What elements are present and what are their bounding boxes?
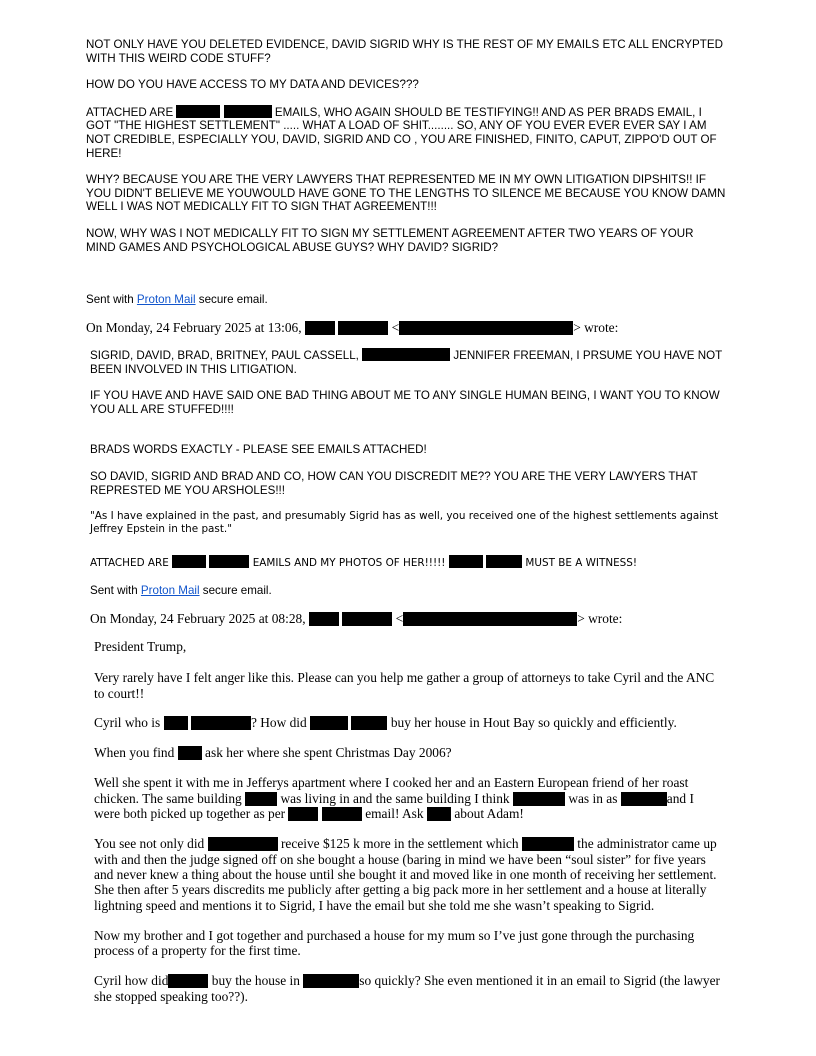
paragraph: Well she spent it with me in Jefferys apartment where I cooked her and an Eastern European friend of her roast chicken. The same building was living in and the same building I think was in as and I were both picked up together as per email! Ask about Adam! — [94, 775, 694, 822]
redaction-bar — [351, 716, 387, 730]
redaction-bar — [168, 974, 208, 988]
paragraph: BRADS WORDS EXACTLY - PLEASE SEE EMAILS ATTACHED! — [90, 443, 427, 457]
paragraph: SIGRID, DAVID, BRAD, BRITNEY, PAUL CASSELL, JENNIFER FREEMAN, I PRSUME YOU HAVE NOT BEEN INVOLVED IN THIS LITIGATION. — [90, 349, 722, 376]
paragraph: NOW, WHY WAS I NOT MEDICALLY FIT TO SIGN MY SETTLEMENT AGREEMENT AFTER TWO YEARS OF YOUR MIND GAMES AND PSYCHOLOGICAL ABUSE GUYS? WHY DAVID? SIGRID? — [86, 226, 694, 254]
paragraph: SO DAVID, SIGRID AND BRAD AND CO, HOW CAN YOU DISCREDIT ME?? YOU ARE THE VERY LAWYERS THAT REPRESTED ME YOU ARSHOLES!!! — [90, 469, 698, 497]
redaction-bar — [522, 837, 574, 851]
redaction-bar — [399, 321, 573, 335]
quote-header: On Monday, 24 February 2025 at 13:06, < > wrote: — [86, 320, 619, 335]
quote-header: On Monday, 24 February 2025 at 08:28, < > wrote: — [90, 611, 623, 626]
redaction-bar — [178, 746, 202, 760]
signature: Sent with Proton Mail secure email. — [90, 584, 272, 597]
paragraph: When you find ask her where she spent Christmas Day 2006? — [94, 745, 452, 761]
proton-mail-link[interactable]: Proton Mail — [136, 293, 196, 306]
redaction-bar — [245, 792, 277, 806]
quoted-excerpt: "As I have explained in the past, and presumably Sigrid has as well, you received one of the highest settlements against Jeffrey Epstein in the past." — [90, 510, 719, 535]
quoted-message — [94, 639, 722, 1004]
signature: Sent with Proton Mail secure email. — [86, 293, 268, 306]
paragraph: HOW DO YOU HAVE ACCESS TO MY DATA AND DEVICES??? — [86, 78, 419, 92]
redaction-bar — [449, 555, 483, 568]
paragraph: ATTACHED ARE EAMILS AND MY PHOTOS OF HER!!!!! MUST BE A WITNESS! — [90, 557, 638, 569]
redaction-bar — [486, 555, 522, 568]
redaction-bar — [403, 612, 577, 626]
redaction-bar — [303, 974, 359, 988]
greeting: President Trump, — [94, 639, 187, 654]
redaction-bar — [176, 105, 220, 118]
paragraph: Cyril how did buy the house in so quickly? She even mentioned it in an email to Sigrid (the lawyer she stopped speaking too??). — [94, 973, 720, 1004]
redaction-bar — [305, 321, 335, 335]
paragraph: ATTACHED ARE EMAILS, WHO AGAIN SHOULD BE TESTIFYING!! AND AS PER BRADS EMAIL, I GOT "THE HIGHEST SETTLEMENT" ..... WHAT A LOAD OF SHIT........ SO, ANY OF YOU EVER EVER EVER SAY I AM NOT CREDIBLE, ESPECIALLY YOU, DAVID, SIGRID AND CO , YOU ARE FINISHED, FINITO, CAPUT, ZIPPO'D OUT OF HERE! — [86, 105, 717, 160]
redaction-bar — [191, 716, 251, 730]
redaction-bar — [427, 807, 451, 821]
proton-mail-link[interactable]: Proton Mail — [140, 584, 200, 597]
redaction-bar — [164, 716, 188, 730]
redaction-bar — [310, 716, 348, 730]
redaction-bar — [513, 792, 565, 806]
paragraph: Cyril who is ? How did buy her house in Hout Bay so quickly and efficiently. — [94, 714, 677, 730]
redaction-bar — [621, 792, 667, 806]
paragraph: NOT ONLY HAVE YOU DELETED EVIDENCE, DAVID SIGRID WHY IS THE REST OF MY EMAILS ETC ALL ENCRYPTED WITH THIS WEIRD CODE STUFF? — [86, 38, 723, 65]
redaction-bar — [338, 321, 388, 335]
paragraph: WHY? BECAUSE YOU ARE THE VERY LAWYERS THAT REPRESENTED ME IN MY OWN LITIGATION DIPSHITS!! IF YOU DIDN'T BELIEVE ME YOUWOULD HAVE GONE TO THE LENGTHS TO SILENCE ME BECAUSE YOU KNOW DAMN WELL I WAS NOT MEDICALLY FIT TO SIGN THAT AGREEMENT!!! — [86, 173, 726, 214]
redaction-bar — [342, 612, 392, 626]
redaction-bar — [288, 807, 318, 821]
redaction-bar — [224, 105, 272, 118]
redaction-bar — [309, 612, 339, 626]
redaction-bar — [172, 555, 206, 568]
paragraph: You see not only did receive $125 k more in the settlement which the administrator came up with and then the judge signed off on she bought a house (baring in mind we have been “soul sister” for five years and never knew a thing about the house until she bought it and moved like in one month of receiving her settlement. She then after 5 years discredits me publicly after getting a big pack more in her settlement and a house at literally lightning speed and mentions it to Sigrid, I have the email but she told me she wasn’t speaking to Sigrid. — [94, 836, 717, 913]
redaction-bar — [209, 555, 249, 568]
redaction-bar — [322, 807, 362, 821]
message-body — [86, 38, 726, 254]
redaction-bar — [362, 348, 450, 361]
quoted-message — [90, 348, 722, 497]
paragraph: Very rarely have I felt anger like this. Please can you help me gather a group of attorneys to take Cyril and the ANC to court!! — [94, 670, 715, 701]
paragraph: Now my brother and I got together and purchased a house for my mum so I’ve just gone through the purchasing process of a property for the first time. — [94, 927, 695, 959]
redaction-bar — [208, 837, 240, 851]
paragraph: IF YOU HAVE AND HAVE SAID ONE BAD THING ABOUT ME TO ANY SINGLE HUMAN BEING, I WANT YOU TO KNOW YOU ALL ARE STUFFED!!!! — [90, 389, 720, 416]
redaction-bar — [240, 837, 278, 851]
